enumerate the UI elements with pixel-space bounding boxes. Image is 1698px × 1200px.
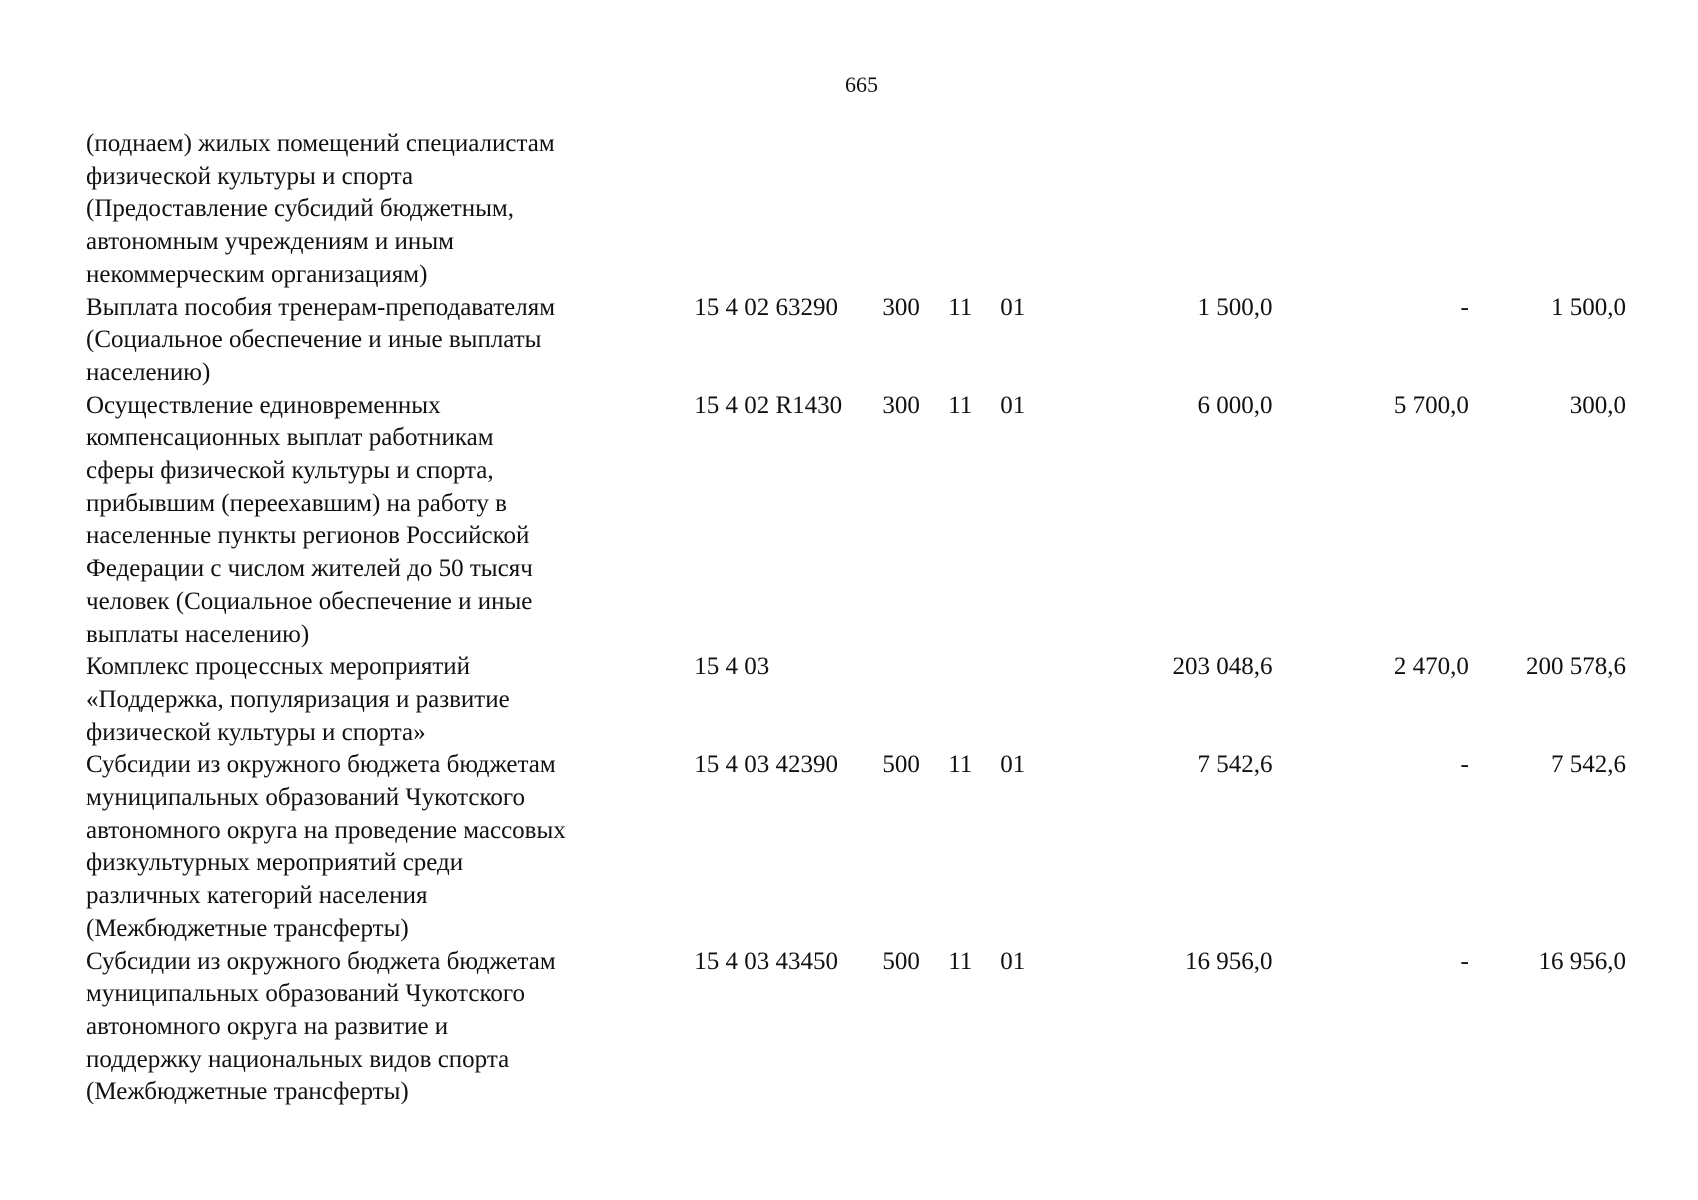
row-section: 11	[948, 391, 973, 419]
table-row	[86, 946, 1626, 1110]
name-line: Федерации с числом жителей до 50 тысяч	[86, 555, 533, 583]
page-number: 665	[845, 72, 878, 97]
row-subsection: 01	[1000, 293, 1026, 321]
name-line: прибывшим (переехавшим) на работу в	[86, 489, 507, 517]
row-regional: 16 956,0	[1538, 947, 1626, 975]
name-line: физической культуры и спорта»	[86, 718, 426, 746]
row-target-article: 15 4 02 63290	[694, 293, 838, 321]
row-subsection: 01	[1000, 391, 1026, 419]
row-section: 11	[948, 947, 973, 975]
row-federal: 2 470,0	[1393, 653, 1469, 681]
name-line: Субсидии из окружного бюджета бюджетам	[86, 751, 556, 779]
name-line: (Социальное обеспечение и иные выплаты	[86, 326, 542, 354]
row-regional: 1 500,0	[1550, 293, 1626, 321]
name-line: автономным учреждениям и иным	[86, 228, 454, 256]
row-total: 6 000,0	[1197, 391, 1273, 419]
name-line: муниципальных образований Чукотского	[86, 980, 525, 1008]
row-federal: -	[1460, 947, 1469, 975]
budget-table	[86, 128, 1626, 1109]
row-target-article: 15 4 03 42390	[694, 751, 838, 779]
name-line: различных категорий населения	[86, 882, 428, 910]
row-name	[86, 292, 611, 390]
name-line: автономного округа на проведение массовых	[86, 816, 566, 844]
name-line: некоммерческим организациям)	[86, 260, 428, 288]
name-line: Субсидии из окружного бюджета бюджетам	[86, 947, 556, 975]
name-line: (Предоставление субсидий бюджетным,	[86, 195, 514, 223]
row-name	[86, 390, 611, 652]
name-line: (Межбюджетные трансферты)	[86, 1078, 409, 1106]
name-line: сферы физической культуры и спорта,	[86, 457, 494, 485]
table-row	[86, 292, 1626, 390]
table-row	[86, 390, 1626, 652]
row-federal: -	[1460, 293, 1469, 321]
table-row	[86, 749, 1626, 945]
row-subsection: 01	[1000, 751, 1026, 779]
row-section: 11	[948, 751, 973, 779]
name-line: выплаты населению)	[86, 620, 310, 648]
row-regional: 200 578,6	[1525, 653, 1626, 681]
name-line: компенсационных выплат работникам	[86, 424, 494, 452]
row-regional: 7 542,6	[1550, 751, 1626, 779]
row-regional: 300,0	[1569, 391, 1626, 419]
name-line: муниципальных образований Чукотского	[86, 784, 525, 812]
name-line: поддержку национальных видов спорта	[86, 1045, 510, 1073]
row-total: 7 542,6	[1197, 751, 1273, 779]
name-line: (поднаем) жилых помещений специалистам	[86, 130, 555, 157]
name-line: Комплекс процессных мероприятий	[86, 653, 471, 681]
table-row	[86, 651, 1626, 749]
row-federal: -	[1460, 751, 1469, 779]
name-line: населенные пункты регионов Российской	[86, 522, 530, 550]
name-line: физкультурных мероприятий среди	[86, 849, 464, 877]
row-target-article: 15 4 02 R1430	[694, 391, 843, 419]
row-expense-type: 300	[882, 391, 920, 419]
table-row	[86, 128, 1626, 292]
row-target-article: 15 4 03	[694, 653, 770, 681]
row-total: 1 500,0	[1197, 293, 1273, 321]
row-federal: 5 700,0	[1393, 391, 1469, 419]
row-expense-type: 300	[882, 293, 920, 321]
row-total: 16 956,0	[1184, 947, 1273, 975]
name-line: физической культуры и спорта	[86, 162, 414, 190]
name-line: Осуществление единовременных	[86, 391, 441, 419]
row-section: 11	[948, 293, 973, 321]
row-subsection: 01	[1000, 947, 1026, 975]
name-line: автономного округа на развитие и	[86, 1012, 449, 1040]
row-target-article: 15 4 03 43450	[694, 947, 838, 975]
row-name	[86, 946, 611, 1110]
name-line: Выплата пособия тренерам-преподавателям	[86, 293, 556, 321]
name-line: населению)	[86, 358, 211, 386]
row-name	[86, 128, 611, 292]
name-line: человек (Социальное обеспечение и иные	[86, 587, 533, 615]
name-line: (Межбюджетные трансферты)	[86, 914, 409, 942]
row-name	[86, 749, 611, 945]
row-expense-type: 500	[882, 947, 920, 975]
row-expense-type: 500	[882, 751, 920, 779]
name-line: «Поддержка, популяризация и развитие	[86, 685, 510, 713]
row-name	[86, 651, 611, 749]
row-total: 203 048,6	[1172, 653, 1273, 681]
